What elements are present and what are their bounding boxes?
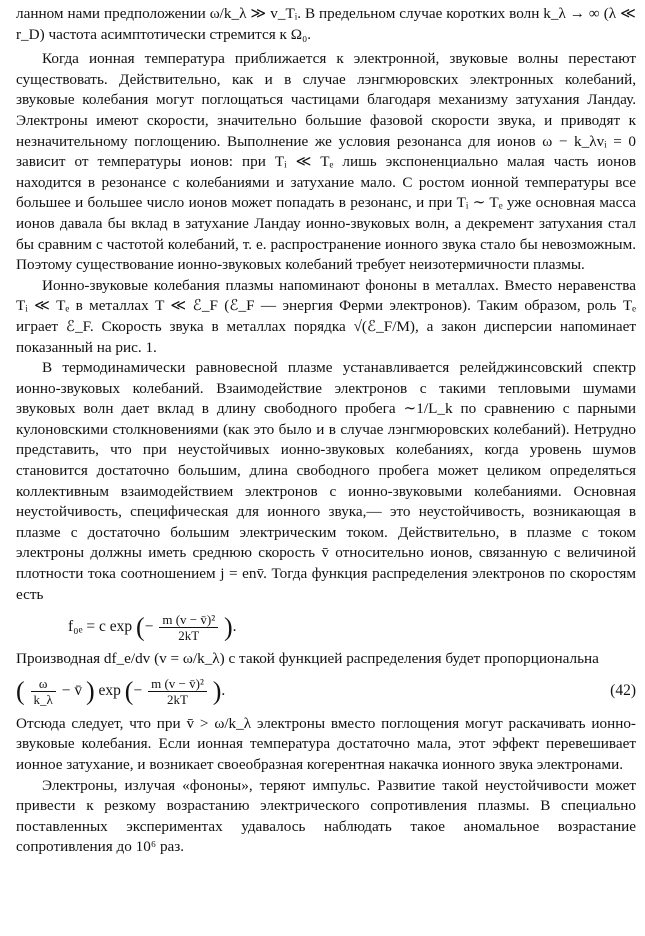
eq2-lead-fraction	[31, 676, 56, 707]
paragraph-3: В термодинамически равновесной плазме устанавливается релейджинсовский спектр ионно-звуковых колебаний. Взаимодействие электронов с такими тепловыми шумами звуковых волн дает вклад в длину свободного пробега ∼1/L_k по сравнению с парными кулоновскими столкновениями (как это было и в случае лэнгмюровских колебаний). Нетрудно представить, что при неустойчивых ионно-звуковых колебаниях, когда уровень шумов становится достаточно большим, длина свободного пробега может целиком определяться коллективным взаимодействием электронов с ионно-звуковыми колебаниями. Основная неустойчивость, специфическая для ионного звука,— это неустойчивость, возникающая в плазме с достаточно большим электрическим током. Действительно, в плазме с током электроны должны иметь среднюю скорость v̄ относительно ионов, связанную с величиной плотности тока соотношением j = env̄. Тогда функция распределения электронов по скоростям есть	[16, 359, 636, 603]
eq2-lead-denominator: k_λ	[33, 692, 53, 708]
eq1-lhs: f₀ₑ = c exp	[68, 617, 133, 635]
eq2-numerator: m (v − v̄)²	[148, 676, 207, 692]
paragraph-2: Ионно-звуковые колебания плазмы напоминают фононы в металлах. Вместо неравенства Tᵢ ≪ Tₑ в металлах T ≪ ℰ_F (ℰ_F — энергия Ферми электронов). Таким образом, роль Tₑ играет ℰ_F. Скорость звука в металлах порядка √(ℰ_F/M), а закон дисперсии напоминает показанный на рис. 1.	[16, 276, 636, 356]
paragraph-5: Отсюда следует, что при v̄ > ω/k_λ электроны вместо поглощения могут раскачивать ионно-звуковые колебания. Если ионная температура достаточно мала, этот эффект перевешивает ионное затухание, и возникает своеобразная когерентная накачка ионного звука электронами.	[16, 714, 636, 773]
paragraph-6: Электроны, излучая «фононы», теряют импульс. Развитие такой неустойчивости может привести к резкому возрастанию электрического сопротивления плазмы. В специально поставленных экспериментах удавалось наблюдать такое аномальное возрастание сопротивления до 10⁶ раз.	[16, 776, 636, 856]
equation-number: (42)	[610, 681, 636, 699]
eq2-fraction	[148, 676, 207, 707]
eq1-fraction	[159, 612, 218, 643]
eq1-denominator: 2kT	[178, 627, 200, 643]
eq2-lead-numerator: ω	[31, 676, 56, 692]
equation-42: ( $\frac{\omega}{k\_\lambda}$ − v̄ ) exp (− $\frac{\text{m (v − v̄)²}}{2kT}$ ). (42)	[16, 676, 636, 708]
paragraph-0: ланном нами предположении ω/k_λ ≫ v_Tᵢ. В предельном случае коротких волн k_λ → ∞ (λ ≪ r_D) частота асимптотически стремится к Ω₀.	[16, 5, 636, 43]
equation-f0e: f₀ₑ = c exp (− $\frac{\text{m (v − v̄)²}}{2kT}$ ).	[68, 611, 237, 643]
document-page	[16, 4, 636, 858]
paragraph-4: Производная df_e/dv (v = ω/k_λ) с такой функцией распределения будет пропорциональна	[16, 650, 599, 668]
eq2-exp: exp	[98, 682, 121, 700]
eq2-denominator: 2kT	[166, 692, 188, 708]
paragraph-1: Когда ионная температура приближается к электронной, звуковые волны перестают существовать. Действительно, как и в случае лэнгмюровских электронных колебаний, звуковые колебания могут поглощаться частицами благодаря механизму затухания Ландау. Электроны имеют скорости, значительно большие фазовой скорости звука, и приводят к незначительному поглощению. Выполнение же условия резонанса для ионов ω − k_λvᵢ = 0 зависит от температуры ионов: при Tᵢ ≪ Tₑ лишь экспоненциально малая часть ионов находится в резонансе с колебаниями и затухание мало. С ростом ионной температуры все большее и большее число ионов может попадать в резонанс, и при Tᵢ ∼ Tₑ уже основная масса ионов давала бы вклад в затухание Ландау ионно-звуковых волн, а декремент затухания стал бы сравним с частотой колебаний, т. е. распространение ионного звука стало бы невозможным. Поэтому существование ионно-звуковых колебаний требует неизотермичности плазмы.	[16, 50, 636, 274]
eq2-lead-rest: − v̄	[61, 682, 83, 700]
eq1-numerator: m (v − v̄)²	[159, 612, 218, 628]
